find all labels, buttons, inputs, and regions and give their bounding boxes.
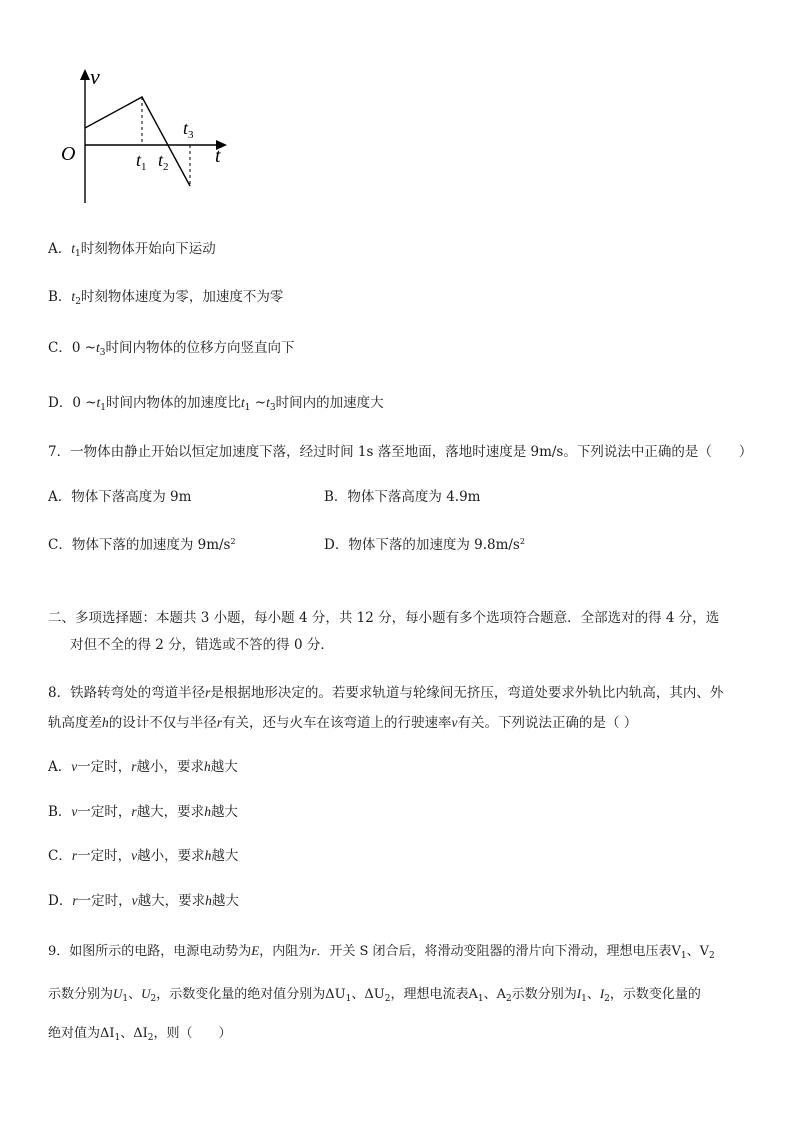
q6-option-a: A．$t_1$时刻物体开始向下运动 [48, 241, 216, 259]
t1-label: $t_1$ [136, 150, 147, 173]
q8-option-b: B．v一定时，r越大，要求h越大 [48, 804, 238, 820]
q6-option-c: C．0 $\sim t_3$时间内物体的位移方向竖直向下 [48, 340, 295, 358]
q9-stem-line3: 绝对值为$\Delta I_1$、$\Delta I_2$，则（ ） [48, 1026, 232, 1043]
origin-label: O [61, 143, 76, 165]
vt-graph-svg [58, 66, 238, 208]
q9-stem-line1: 9．如图所示的电路，电源电动势为E，内阻为r．开关 S 闭合后，将滑动变阻器的滑片向下滑动，理想电压表$V_1$、$V_2$ [48, 943, 715, 961]
section2-instructions-line2: 对但不全的得 2 分，错选或不答的得 0 分． [70, 637, 334, 653]
q8-stem-line1: 8．铁路转弯处的弯道半径r是根据地形决定的。若要求轨道与轮缘间无挤压，弯道处要求外轨比内轨高，其内、外 [48, 685, 724, 701]
v-axis-arrow [80, 69, 90, 80]
q7-option-d: D．物体下落的加速度为 $9.8m/s^2$ [324, 537, 525, 553]
q6-option-b: B．$t_2$时刻物体速度为零，加速度不为零 [48, 289, 284, 307]
t3-label: $t_3$ [183, 118, 194, 141]
q7-stem: 7．一物体由静止开始以恒定加速度下落，经过时间 1s 落至地面，落地时速度是 9m/s。下列说法中正确的是（ ） [48, 444, 753, 460]
q7-option-a: A．物体下落高度为 9m [48, 489, 192, 505]
v-axis-label: v [90, 66, 100, 89]
q6-option-d: D．0 $\sim t_1$时间内物体的加速度比$t_1$ $\sim t_3$时间内的加速度大 [48, 395, 384, 413]
q8-stem-line2: 轨高度差h的设计不仅与半径r有关，还与火车在该弯道上的行驶速率v有关。下列说法正确的是（ ） [48, 715, 638, 731]
q7-option-b: B．物体下落高度为 4.9m [324, 489, 481, 505]
velocity-time-graph [58, 66, 238, 208]
q8-option-d: D．r一定时，v越大，要求h越大 [48, 893, 239, 909]
t-axis-label: t [215, 145, 221, 167]
q7-option-c: C．物体下落的加速度为 $9m/s^2$ [48, 537, 236, 553]
t2-label: $t_2$ [158, 150, 169, 173]
velocity-line [85, 97, 190, 186]
q8-option-c: C．r一定时，v越小，要求h越大 [48, 848, 239, 864]
q8-option-a: A．v一定时，r越小，要求h越大 [48, 759, 238, 775]
section2-instructions-line1: 二、多项选择题：本题共 3 小题，每小题 4 分，共 12 分，每小题有多个选项符合题意．全部选对的得 4 分，选 [48, 610, 720, 626]
q9-stem-line2: 示数分别为$U_1$、$U_2$，示数变化量的绝对值分别为$\Delta U_1$、$\Delta U_2$，理想电流表$A_1$、$A_2$示数分别为$I_1$、$I_2$，示数变化量的 [48, 986, 701, 1004]
